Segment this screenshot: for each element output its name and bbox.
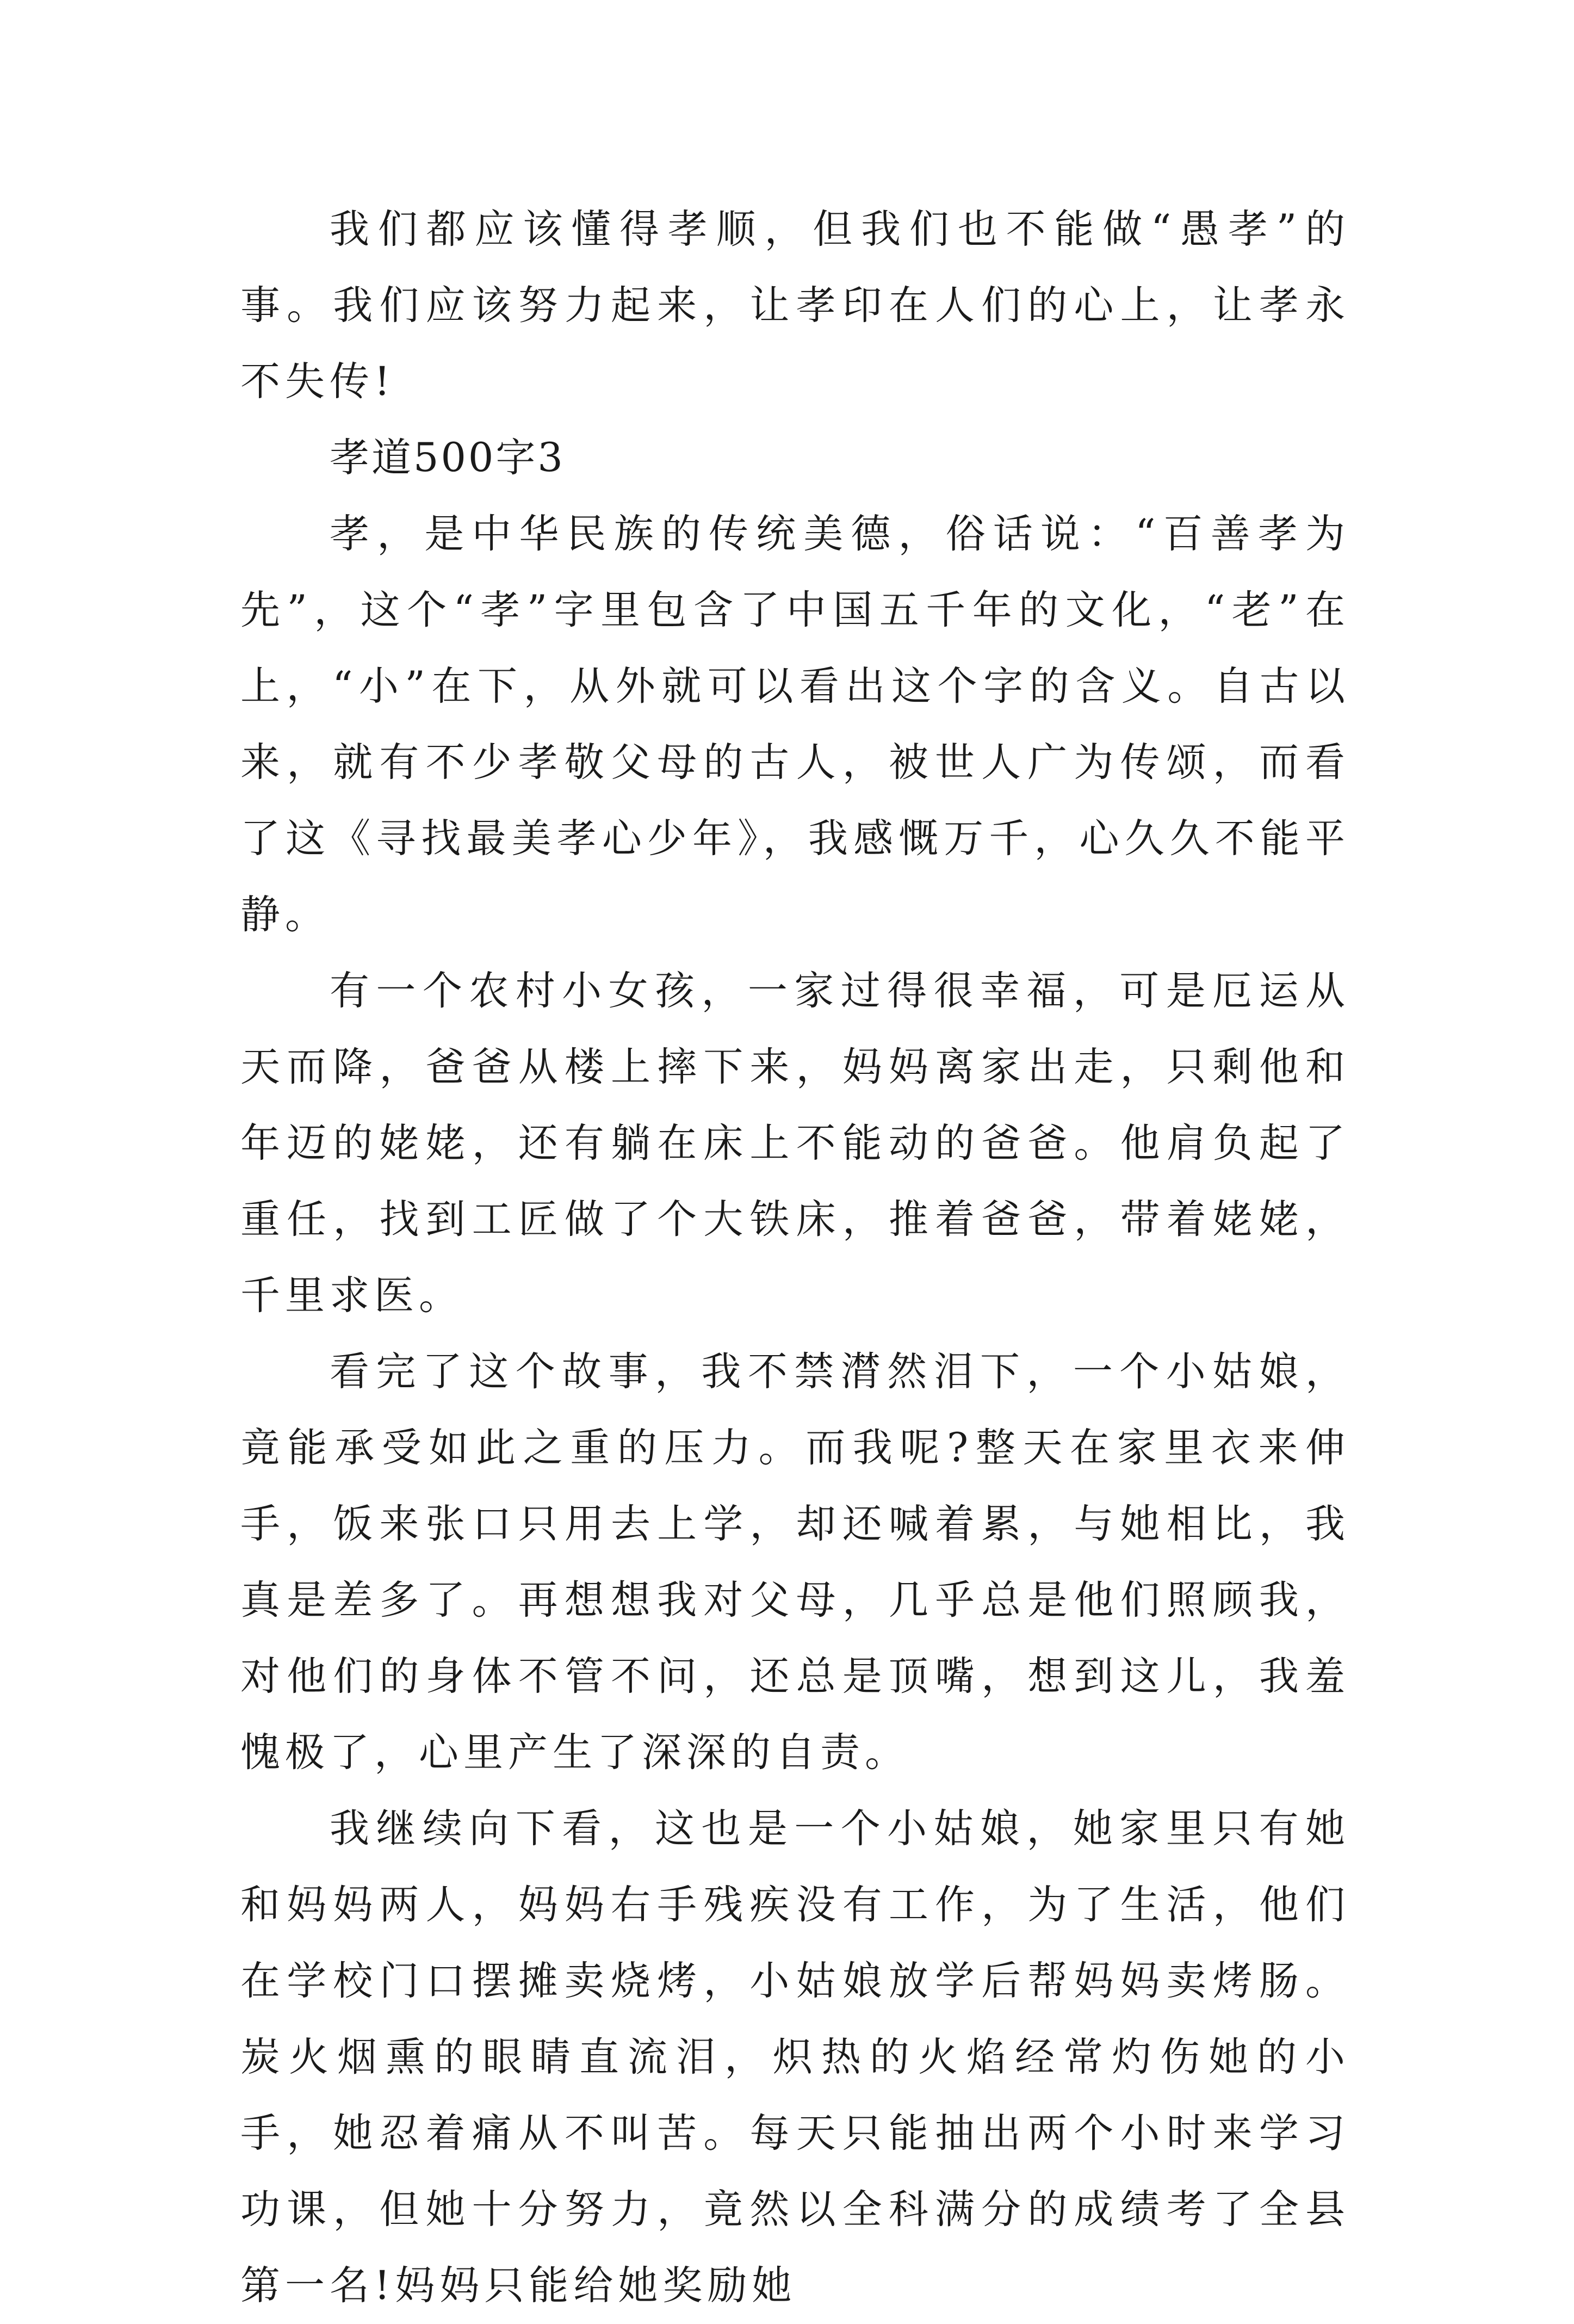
section-heading: 孝道500字3 [330, 435, 565, 481]
paragraph-second-girl: 我继续向下看，这也是一个小姑娘，她家里只有她和妈妈两人，妈妈右手残疾没有工作，为了生活，他们在学校门口摆摊卖烧烤，小姑娘放学后帮妈妈卖烤肠。炭火烟熏的眼睛直流泪，炽热的火焰经常灼伤她的小手，她忍着痛从不叫苦。每天只能抽出两个小时来学习功课，但她十分努力，竟然以全科满分的成绩考了全县第一名!妈妈只能给她奖励她 [240, 1806, 1350, 2309]
paragraph-reflection: 看完了这个故事，我不禁潸然泪下，一个小姑娘，竟能承受如此之重的压力。而我呢?整天在家里衣来伸手，饭来张口只用去上学，却还喊着累，与她相比，我真是差多了。再想想我对父母，几乎总是他们照顾我，对他们的身体不管不问，还总是顶嘴，想到这儿，我羞愧极了，心里产生了深深的自责。 [240, 1349, 1350, 1776]
paragraph-rural-girl: 有一个农村小女孩，一家过得很幸福，可是厄运从天而降，爸爸从楼上摔下来，妈妈离家出走，只剩他和年迈的姥姥，还有躺在床上不能动的爸爸。他肩负起了重任，找到工匠做了个大铁床，推着爸爸，带着姥姥，千里求医。 [240, 968, 1350, 1319]
article-body [240, 191, 1350, 2324]
paragraph-intro-conclusion: 我们都应该懂得孝顺，但我们也不能做“愚孝”的事。我们应该努力起来，让孝印在人们的心上，让孝永不失传! [240, 206, 1350, 405]
paragraph-filial-virtue: 孝，是中华民族的传统美德，俗话说：“百善孝为先”，这个“孝”字里包含了中国五千年的文化，“老”在上，“小”在下，从外就可以看出这个字的含义。自古以来，就有不少孝敬父母的古人，被世人广为传颂，而看了这《寻找最美孝心少年》，我感慨万千，心久久不能平静。 [240, 511, 1350, 938]
